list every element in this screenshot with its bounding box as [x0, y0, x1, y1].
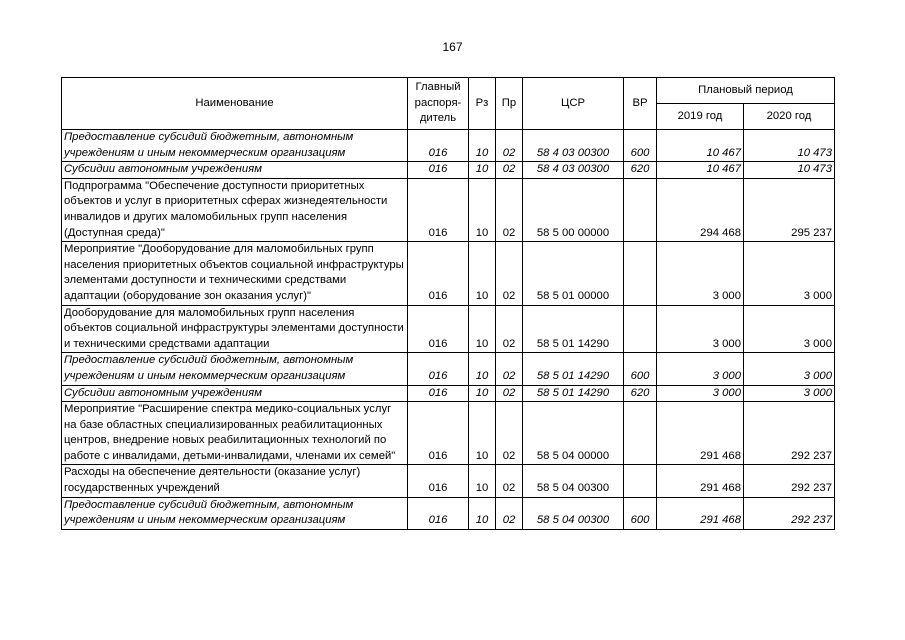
cell-2019: 3 000 [657, 242, 744, 305]
cell-2019: 294 468 [657, 178, 744, 241]
cell-vr [624, 402, 657, 465]
cell-name: Подпрограмма "Обеспечение доступности приоритетных объектов и услуг в приоритетных сферах жизнедеятельности инвалидов и других маломобильных групп населения (Доступная среда)" [62, 178, 408, 241]
cell-rz: 10 [469, 130, 496, 162]
cell-rz: 10 [469, 402, 496, 465]
cell-rz: 10 [469, 305, 496, 353]
cell-2020: 3 000 [744, 385, 835, 402]
cell-name: Мероприятие "Расширение спектра медико-социальных услуг на базе областных специализированных реабилитационных центров, внедрение новых реабилитационных технологий по работе с инвалидами, детьми-инвалидами, членами их семей" [62, 402, 408, 465]
cell-pr: 02 [496, 305, 523, 353]
cell-rz: 10 [469, 385, 496, 402]
table-row [62, 130, 835, 162]
col-header-chief: Главный распоря-дитель [408, 78, 469, 130]
cell-pr: 02 [496, 402, 523, 465]
cell-2020: 10 473 [744, 162, 835, 179]
cell-rz: 10 [469, 497, 496, 529]
cell-2020: 3 000 [744, 353, 835, 385]
cell-vr: 600 [624, 130, 657, 162]
col-header-csr: ЦСР [523, 78, 624, 130]
table-row [62, 178, 835, 241]
cell-pr: 02 [496, 242, 523, 305]
table-body [62, 130, 835, 530]
table-row [62, 497, 835, 529]
cell-rz: 10 [469, 353, 496, 385]
cell-2019: 291 468 [657, 465, 744, 497]
cell-chief: 016 [408, 353, 469, 385]
budget-table [61, 77, 835, 530]
cell-chief: 016 [408, 130, 469, 162]
cell-2020: 3 000 [744, 305, 835, 353]
cell-vr [624, 242, 657, 305]
col-header-2020: 2020 год [744, 104, 835, 130]
cell-name: Дооборудование для маломобильных групп населения объектов социальной инфраструктуры элементами доступности и техническими средствами адаптации [62, 305, 408, 353]
table-row [62, 353, 835, 385]
cell-chief: 016 [408, 385, 469, 402]
cell-name: Расходы на обеспечение деятельности (оказание услуг) государственных учреждений [62, 465, 408, 497]
cell-name: Предоставление субсидий бюджетным, автономным учреждениям и иным некоммерческим организациям [62, 353, 408, 385]
cell-2019: 291 468 [657, 497, 744, 529]
cell-pr: 02 [496, 465, 523, 497]
cell-name: Предоставление субсидий бюджетным, автономным учреждениям и иным некоммерческим организациям [62, 130, 408, 162]
table-row [62, 242, 835, 305]
cell-csr: 58 5 04 00300 [523, 497, 624, 529]
cell-2020: 292 237 [744, 497, 835, 529]
table-row [62, 162, 835, 179]
cell-chief: 016 [408, 162, 469, 179]
cell-vr [624, 465, 657, 497]
cell-chief: 016 [408, 497, 469, 529]
cell-csr: 58 5 01 14290 [523, 385, 624, 402]
page-number: 167 [442, 40, 463, 54]
cell-2020: 3 000 [744, 242, 835, 305]
cell-chief: 016 [408, 305, 469, 353]
cell-name: Субсидии автономным учреждениям [62, 162, 408, 179]
cell-rz: 10 [469, 242, 496, 305]
table-row [62, 385, 835, 402]
cell-chief: 016 [408, 242, 469, 305]
cell-csr: 58 5 01 14290 [523, 305, 624, 353]
cell-vr: 620 [624, 162, 657, 179]
cell-pr: 02 [496, 353, 523, 385]
cell-2020: 10 473 [744, 130, 835, 162]
cell-chief: 016 [408, 465, 469, 497]
cell-csr: 58 5 01 14290 [523, 353, 624, 385]
cell-pr: 02 [496, 162, 523, 179]
table-row [62, 465, 835, 497]
cell-pr: 02 [496, 385, 523, 402]
cell-csr: 58 5 04 00300 [523, 465, 624, 497]
table-row [62, 402, 835, 465]
cell-name: Предоставление субсидий бюджетным, автономным учреждениям и иным некоммерческим организациям [62, 497, 408, 529]
cell-vr: 620 [624, 385, 657, 402]
col-header-pr: Пр [496, 78, 523, 130]
cell-name: Мероприятие "Дооборудование для маломобильных групп населения приоритетных объектов социальной инфраструктуры элементами доступности и техническими средствами адаптации (оборудование зон оказания услуг)" [62, 242, 408, 305]
cell-2020: 295 237 [744, 178, 835, 241]
cell-rz: 10 [469, 162, 496, 179]
cell-2019: 291 468 [657, 402, 744, 465]
cell-chief: 016 [408, 178, 469, 241]
cell-csr: 58 5 04 00000 [523, 402, 624, 465]
cell-2019: 10 467 [657, 162, 744, 179]
cell-2020: 292 237 [744, 465, 835, 497]
cell-vr [624, 178, 657, 241]
cell-vr [624, 305, 657, 353]
col-header-plan-period: Плановый период [657, 78, 835, 104]
cell-vr: 600 [624, 497, 657, 529]
cell-2019: 3 000 [657, 353, 744, 385]
cell-chief: 016 [408, 402, 469, 465]
cell-pr: 02 [496, 497, 523, 529]
cell-2019: 3 000 [657, 305, 744, 353]
cell-rz: 10 [469, 465, 496, 497]
col-header-2019: 2019 год [657, 104, 744, 130]
cell-rz: 10 [469, 178, 496, 241]
cell-csr: 58 4 03 00300 [523, 162, 624, 179]
cell-csr: 58 5 01 00000 [523, 242, 624, 305]
col-header-rz: Рз [469, 78, 496, 130]
cell-vr: 600 [624, 353, 657, 385]
col-header-vr: ВР [624, 78, 657, 130]
cell-2019: 10 467 [657, 130, 744, 162]
cell-pr: 02 [496, 178, 523, 241]
cell-csr: 58 5 00 00000 [523, 178, 624, 241]
cell-2019: 3 000 [657, 385, 744, 402]
cell-2020: 292 237 [744, 402, 835, 465]
cell-csr: 58 4 03 00300 [523, 130, 624, 162]
cell-name: Субсидии автономным учреждениям [62, 385, 408, 402]
table-header [62, 78, 835, 130]
table-row [62, 305, 835, 353]
cell-pr: 02 [496, 130, 523, 162]
col-header-name: Наименование [62, 78, 408, 130]
